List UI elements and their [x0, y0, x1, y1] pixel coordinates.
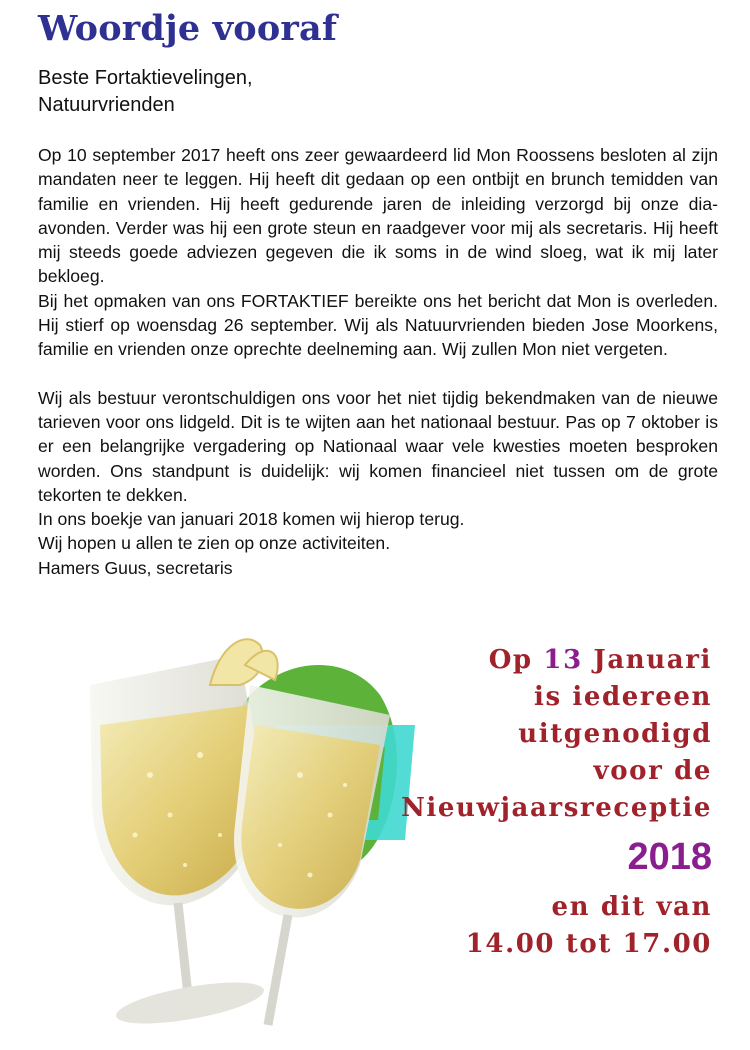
text-line: steun en raadgever voor mij als secretaris. Hij heeft mij steeds goede: [38, 217, 718, 263]
invitation-line: [401, 642, 712, 679]
splash-icon: [210, 639, 278, 685]
invitation-year: 2018: [627, 836, 712, 878]
text-line: Wij als bestuur verontschuldigen ons voor het niet tijdig bekendmaken: [38, 387, 596, 408]
text-line: waar vele kwesties moeten besproken worden. Ons standpunt is: [38, 436, 718, 481]
invitation-line: voor de: [593, 756, 712, 786]
greeting-line: Beste Fortaktievelingen,: [38, 67, 253, 89]
text-line: besloten al zijn mandaten neer te leggen. Hij heeft dit gedaan op een: [38, 145, 719, 190]
text-line: duidelijk: wij komen financieel niet tussen om de grote tekorten te dekken.: [38, 460, 719, 505]
invitation-time: 14.00 tot 17.00: [465, 929, 712, 959]
invitation-line: uitgenodigd: [518, 719, 712, 749]
invitation: [401, 642, 712, 963]
text-line: aan. Wij zullen Mon niet vergeten.: [402, 339, 668, 360]
text-line: ontbijt en brunch temidden van familie en vrienden. Hij heeft gedurende: [38, 169, 719, 214]
text-line: bieden Jose Moorkens, familie en vrienden onze oprechte deelneming: [38, 315, 718, 360]
text-line: Bij het opmaken van ons FORTAKTIEF bereikte ons het bericht dat Mon: [38, 290, 612, 311]
text-line: bestuur. Pas op 7 oktober is er een belangrijke vergadering op Nationaal: [38, 411, 718, 457]
text-line: Op 10 september 2017 heeft ons zeer gewaardeerd lid Mon Roossens: [38, 145, 595, 165]
text-line: Wij hopen u allen te zien op onze activiteiten.: [38, 533, 391, 554]
right-glass-icon: [234, 685, 390, 1025]
paragraph-1: [38, 143, 718, 362]
text-line: jaren de inleiding verzorgd bij onze dia-avonden. Verder was hij een grote: [38, 193, 718, 238]
greeting: [38, 65, 253, 119]
paragraph-2: [38, 386, 718, 580]
text-line: adviezen gegeven die ik soms in de wind sloeg, wat ik mij later bekloeg.: [38, 242, 718, 287]
invitation-text: Op: [488, 645, 544, 675]
invitation-date-number: 13: [543, 645, 583, 675]
text-line: is overleden. Hij stierf op woensdag 26 september. Wij als Natuurvrienden: [38, 290, 718, 336]
invitation-line: is iedereen: [534, 682, 712, 712]
invitation-text: Januari: [582, 645, 712, 675]
greeting-line: Natuurvrienden: [38, 94, 175, 116]
text-line: In ons boekje van januari 2018 komen wij hierop terug.: [38, 509, 465, 530]
invitation-line: Nieuwjaarsreceptie: [401, 793, 712, 823]
text-line: van de nieuwe tarieven voor ons lidgeld. Dit is te wijten aan het nationaal: [38, 387, 718, 432]
page-title: Woordje vooraf: [38, 8, 338, 49]
letter-body: [38, 143, 718, 580]
signature: Hamers Guus, secretaris: [38, 557, 233, 578]
invitation-line: en dit van: [551, 892, 712, 922]
